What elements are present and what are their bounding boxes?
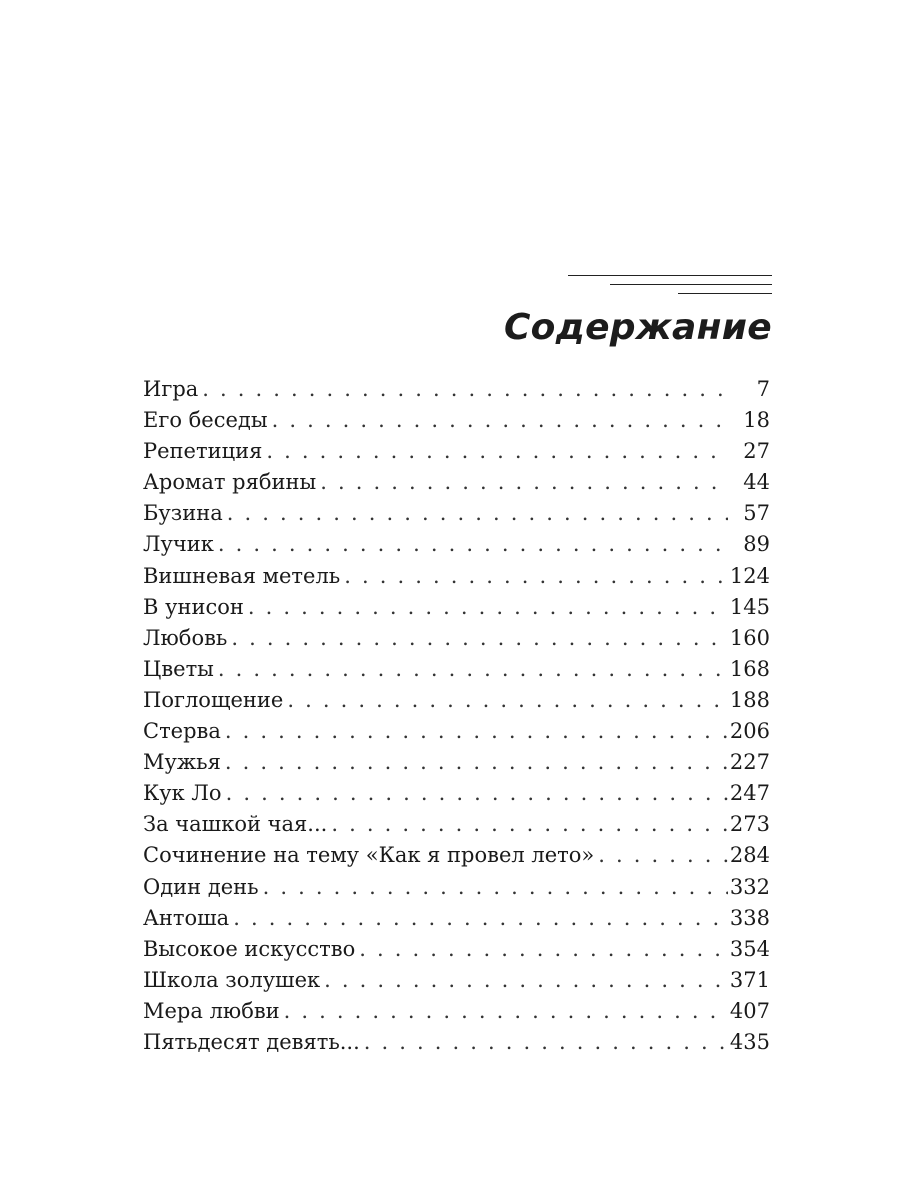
- toc-entry-title: Кук Ло: [143, 781, 222, 806]
- toc-entry-page-number: 371: [729, 967, 770, 992]
- toc-entry-page-number: 227: [729, 750, 770, 775]
- toc-entry-title: Школа золушек: [143, 967, 321, 992]
- decorative-rule: [568, 275, 772, 276]
- toc-entry-title: Сочинение на тему «Как я провел лето»: [143, 843, 595, 868]
- toc-entry-title: Пятьдесят девять...: [143, 1029, 360, 1054]
- toc-entry-page-number: 18: [743, 408, 770, 433]
- dot-leader: [320, 467, 728, 498]
- toc-entry-title: Мужья: [143, 750, 221, 775]
- toc-entry-title: Его беседы: [143, 408, 268, 433]
- toc-entry-title: Репетиция: [143, 439, 263, 464]
- toc-entry: [143, 529, 770, 560]
- toc-entry-title: Лучик: [143, 532, 214, 557]
- dot-leader: [331, 809, 728, 840]
- dot-leader: [284, 996, 728, 1027]
- toc-entry-page-number: 435: [729, 1029, 770, 1054]
- dot-leader: [233, 903, 728, 934]
- toc-entry-title: Высокое искусство: [143, 936, 356, 961]
- decorative-rule: [678, 293, 772, 294]
- toc-entry: [143, 405, 770, 436]
- toc-entry-page-number: 247: [729, 781, 770, 806]
- dot-leader: [364, 1027, 728, 1058]
- dot-leader: [266, 436, 728, 467]
- toc-entry: [143, 467, 770, 498]
- toc-entry: [143, 623, 770, 654]
- toc-entry: [143, 1027, 770, 1058]
- toc-entry: [143, 934, 770, 965]
- dot-leader: [225, 716, 728, 747]
- toc-entry-page-number: 338: [729, 905, 770, 930]
- toc-list: [143, 374, 770, 1058]
- toc-entry: [143, 436, 770, 467]
- toc-entry-page-number: 44: [743, 470, 770, 495]
- toc-entry: [143, 592, 770, 623]
- toc-entry-page-number: 57: [743, 501, 770, 526]
- toc-entry-page-number: 27: [743, 439, 770, 464]
- toc-entry-page-number: 188: [729, 687, 770, 712]
- dot-leader: [225, 747, 728, 778]
- toc-entry-page-number: 206: [729, 719, 770, 744]
- toc-entry-title: Бузина: [143, 501, 223, 526]
- dot-leader: [231, 623, 728, 654]
- toc-entry-page-number: 89: [743, 532, 770, 557]
- toc-entry-page-number: 124: [729, 563, 770, 588]
- toc-entry: [143, 903, 770, 934]
- dot-leader: [287, 685, 728, 716]
- toc-entry-page-number: 168: [729, 656, 770, 681]
- toc-entry: [143, 561, 770, 592]
- toc-entry-title: Мера любви: [143, 998, 280, 1023]
- dot-leader: [359, 934, 728, 965]
- dot-leader: [226, 778, 728, 809]
- toc-entry-title: Аромат рябины: [143, 470, 317, 495]
- toc-entry-page-number: 145: [729, 594, 770, 619]
- toc-entry-title: Цветы: [143, 656, 214, 681]
- toc-entry: [143, 809, 770, 840]
- toc-entry-title: Антоша: [143, 905, 230, 930]
- toc-entry: [143, 654, 770, 685]
- toc-entry: [143, 374, 770, 405]
- toc-entry: [143, 747, 770, 778]
- toc-entry-page-number: 407: [729, 998, 770, 1023]
- toc-entry: [143, 996, 770, 1027]
- toc-entry-page-number: 284: [729, 843, 770, 868]
- toc-heading: Содержание: [503, 307, 772, 348]
- dot-leader: [202, 374, 728, 405]
- toc-entry: [143, 716, 770, 747]
- toc-entry: [143, 778, 770, 809]
- dot-leader: [272, 405, 728, 436]
- toc-entry: [143, 685, 770, 716]
- toc-entry-page-number: 273: [729, 812, 770, 837]
- toc-entry-page-number: 160: [729, 625, 770, 650]
- dot-leader: [324, 965, 728, 996]
- dot-leader: [248, 592, 728, 623]
- toc-entry-title: За чашкой чая...: [143, 812, 328, 837]
- toc-entry-page-number: 7: [756, 377, 770, 401]
- toc-entry-title: Стерва: [143, 719, 221, 744]
- dot-leader: [218, 654, 728, 685]
- dot-leader: [344, 561, 728, 592]
- dot-leader: [227, 498, 728, 529]
- dot-leader: [263, 872, 728, 903]
- dot-leader: [598, 840, 728, 871]
- toc-entry-title: Любовь: [143, 625, 228, 650]
- toc-entry-title: Игра: [143, 377, 199, 401]
- toc-entry-title: Вишневая метель: [143, 563, 341, 588]
- decorative-rule: [610, 284, 772, 285]
- toc-entry-page-number: 354: [729, 936, 770, 961]
- toc-entry: [143, 498, 770, 529]
- toc-entry-page-number: 332: [729, 874, 770, 899]
- dot-leader: [218, 529, 728, 560]
- toc-entry-title: Один день: [143, 874, 259, 899]
- toc-entry: [143, 965, 770, 996]
- toc-entry: [143, 840, 770, 871]
- toc-entry-title: В унисон: [143, 594, 244, 619]
- toc-entry-title: Поглощение: [143, 687, 284, 712]
- toc-entry: [143, 872, 770, 903]
